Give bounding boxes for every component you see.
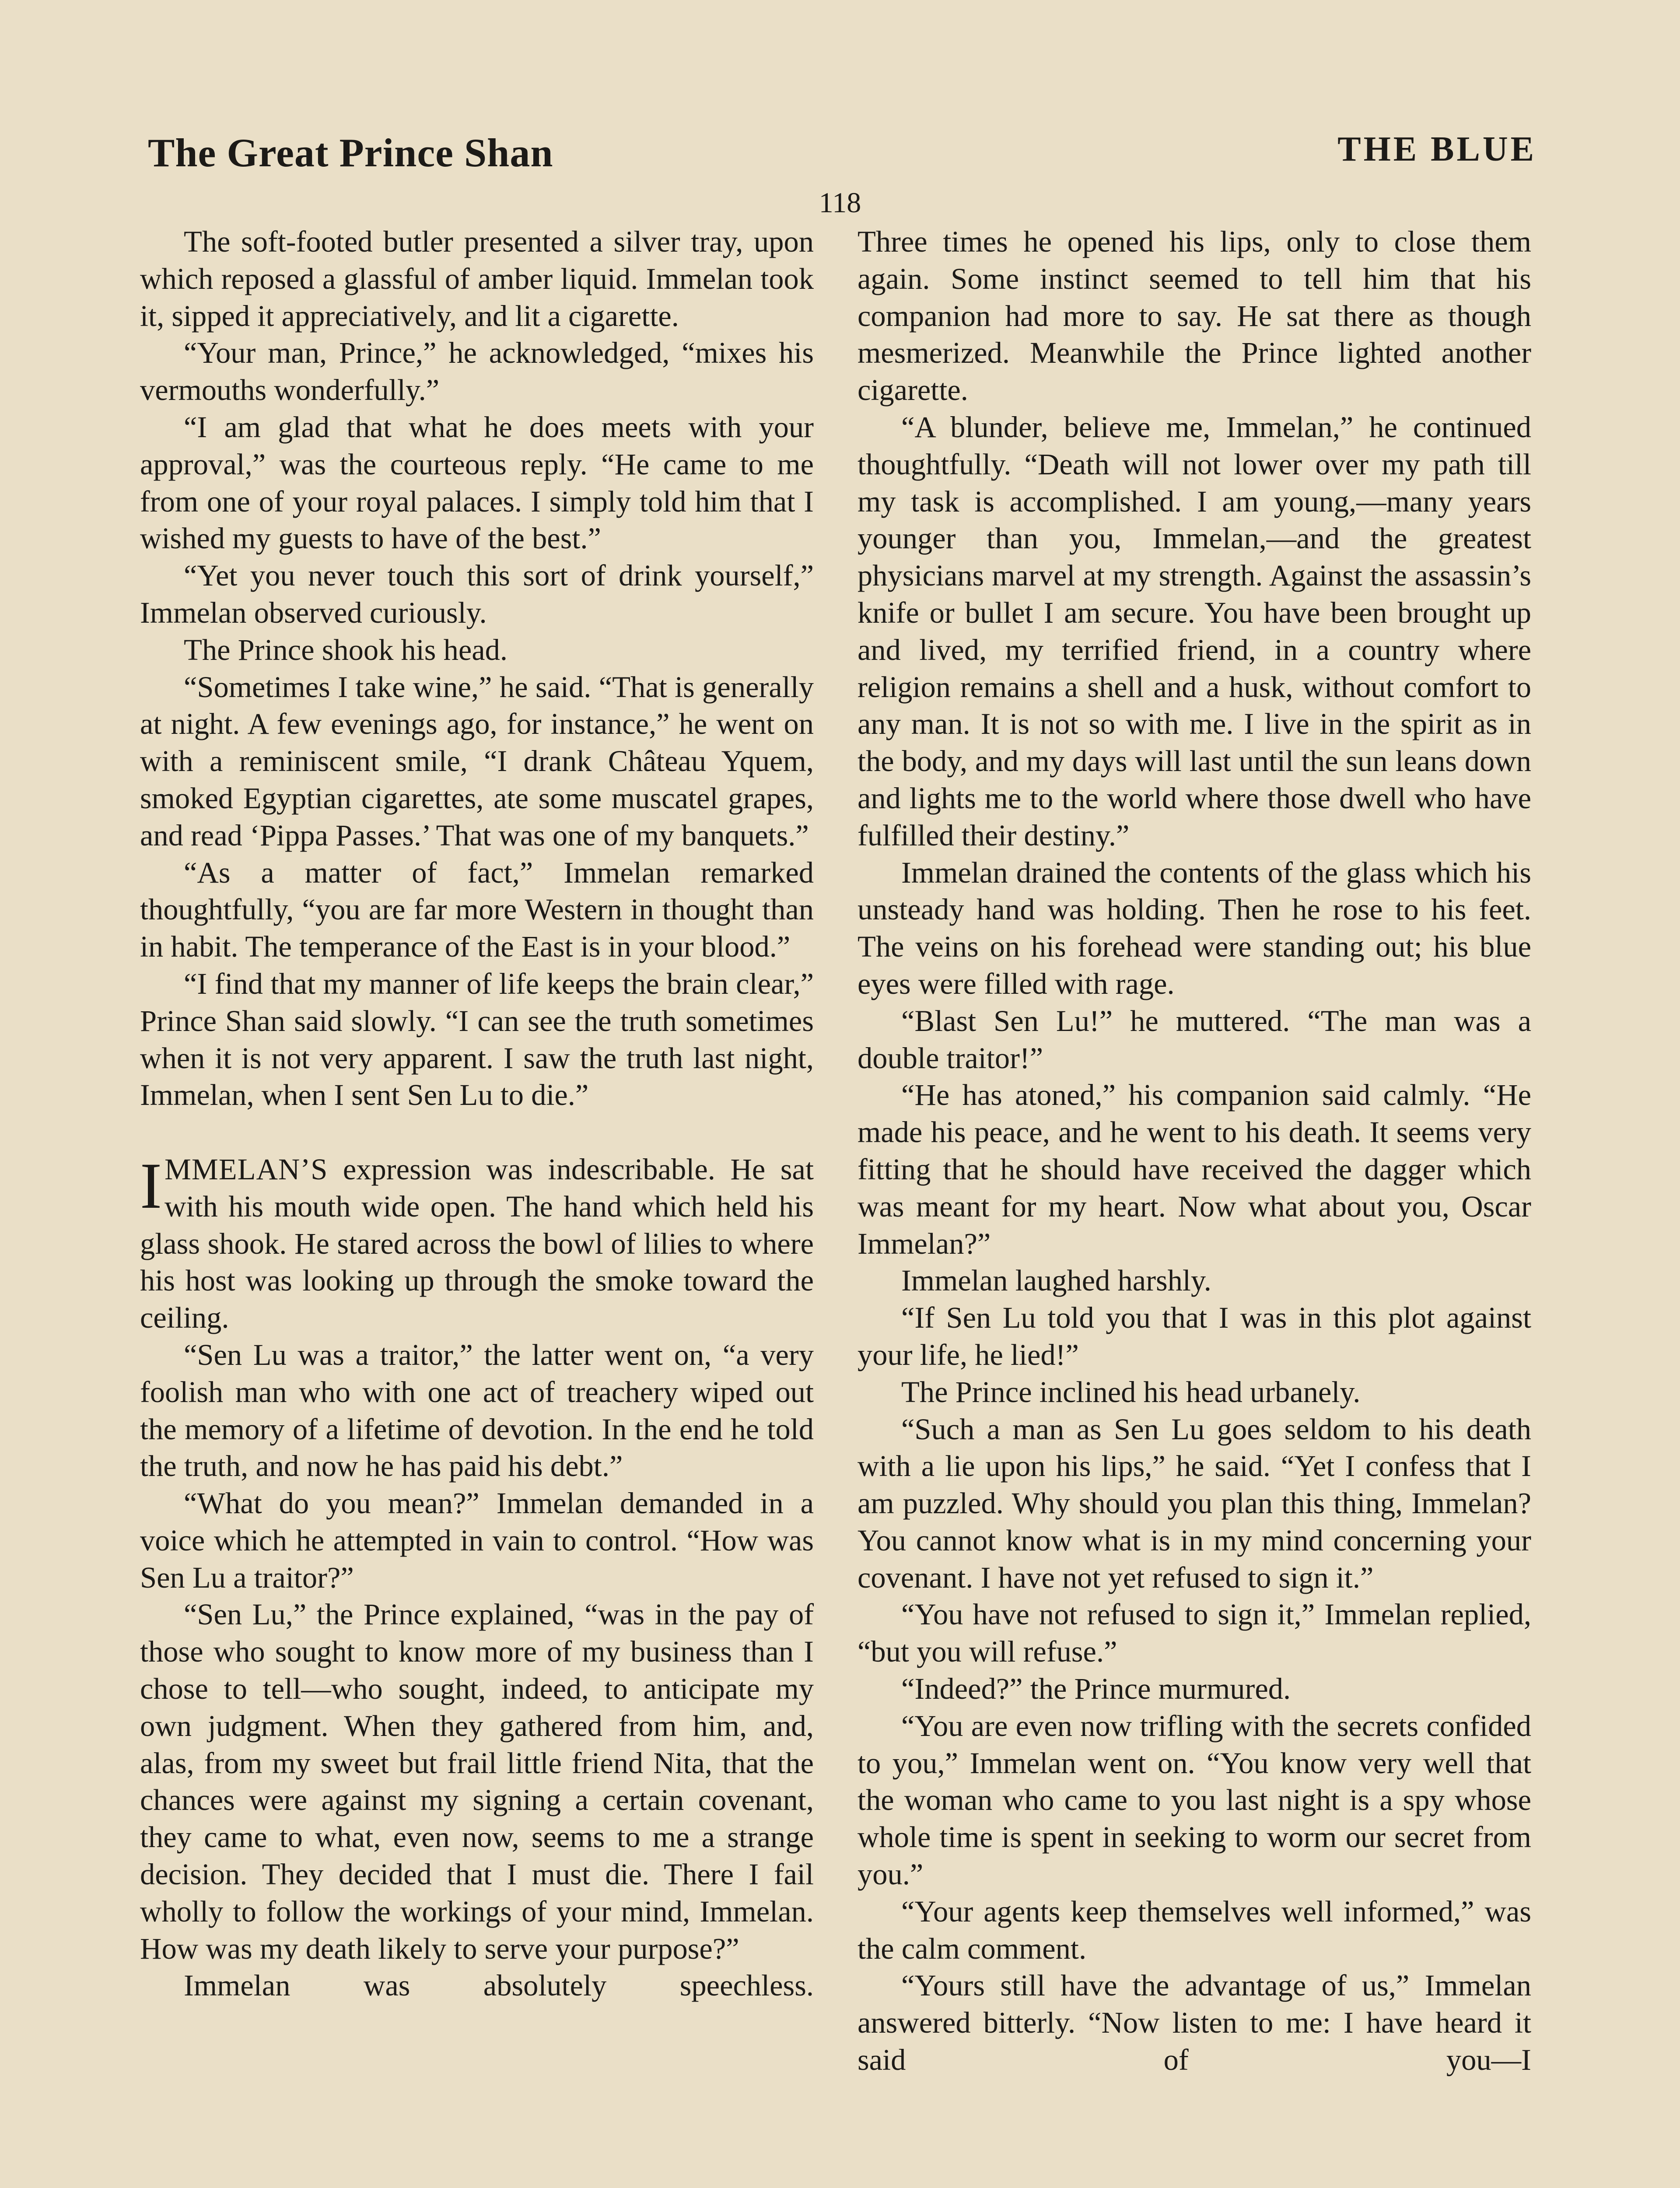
paragraph: Immelan was absolutely speechless. <box>184 1969 814 2002</box>
paragraph: “Yet you never touch this sort of drink yourself,” Immelan observed curiously. <box>140 559 814 629</box>
paragraph: The Prince inclined his head urbanely. <box>901 1375 1361 1409</box>
paragraph: Three times he opened his lips, only to close them again. Some instinct seemed to tell him that his companion had more to say. He sat there as though mesmerized. Meanwhile the Prince lighted another cigarette. <box>858 225 1531 407</box>
paragraph: Immelan drained the contents of the glass which his unsteady hand was holding. Then he rose to his feet. The veins on his forehead were standing out; his blue eyes were filled with rage. <box>858 856 1531 1000</box>
paragraph: “Yours still have the advantage of us,” Immelan answered bitterly. “Now listen to me: I have heard it said of you—I <box>858 1969 1531 2077</box>
right-text-column <box>858 223 1531 2079</box>
paragraph: “He has atoned,” his companion said calmly. “He made his peace, and he went to his death. It seems very fitting that he should have received the dagger which was meant for my heart. Now what about you, Oscar Immelan?” <box>858 1078 1531 1260</box>
paragraph-text: expression was indescribable. He sat with his mouth wide open. The hand which held his glass shook. He stared across the bowl of lilies to where his host was looking up through the smoke toward the ceiling. <box>140 1152 814 1335</box>
paragraph: “Such a man as Sen Lu goes seldom to his death with a lie upon his lips,” he said. “Yet I confess that I am puzzled. Why should you plan this thing, Immelan? You cannot know what is in my mind concerning your covenant. I have not yet refused to sign it.” <box>858 1412 1531 1594</box>
paragraph: Immelan laughed harshly. <box>901 1264 1211 1297</box>
paragraph: “Your agents keep themselves well informed,” was the calm comment. <box>858 1894 1531 1965</box>
paragraph: “I find that my manner of life keeps the brain clear,” Prince Shan said slowly. “I can see the truth sometimes when it is not very apparent. I saw the truth last night, Immelan, when I sent Sen Lu to die.” <box>140 967 814 1112</box>
paragraph: “Blast Sen Lu!” he muttered. “The man was a double traitor!” <box>858 1004 1531 1075</box>
section-opening-paragraph <box>140 1151 814 1336</box>
paragraph: “I am glad that what he does meets with your approval,” was the courteous reply. “He came to me from one of your royal palaces. I simply told him that I wished my guests to have of the best.” <box>140 410 814 555</box>
story-title: The Great Prince Shan <box>148 130 553 175</box>
small-caps-lead: MMELAN’S <box>164 1152 328 1186</box>
paragraph: The Prince shook his head. <box>184 633 508 666</box>
paragraph: “A blunder, believe me, Immelan,” he continued thoughtfully. “Death will not lower over my path till my task is accomplished. I am young,—many years younger than you, Immelan,—and the greatest physicians marvel at my strength. Against the assassin’s knife or bullet I am secure. You have been brought up and lived, my terrified friend, in a country where religion remains a shell and a husk, without comfort to any man. It is not so with me. I live in the spirit as in the body, and my days will last until the sun leans down and lights me to the world where those dwell who have fulfilled their destiny.” <box>858 410 1531 852</box>
drop-cap: I <box>140 1149 162 1222</box>
paragraph: “Sometimes I take wine,” he said. “That is generally at night. A few evenings ago, for instance,” he went on with a reminiscent smile, “I drank Château Yquem, smoked Egyptian cigarettes, ate some muscatel grapes, and read ‘Pippa Passes.’ That was one of my banquets.” <box>140 670 814 852</box>
paragraph: “Sen Lu,” the Prince explained, “was in the pay of those who sought to know more of my business than I chose to tell—who sought, indeed, to anticipate my own judgment. When they gathered from him, and, alas, from my sweet but frail little friend Nita, that the chances were against my signing a certain covenant, they came to what, even now, seems to me a strange decision. They decided that I must die. There I fail wholly to follow the workings of your mind, Immelan. How was my death likely to serve your purpose?” <box>140 1598 814 1965</box>
paragraph: The soft-footed butler presented a silver tray, upon which reposed a glassful of amber liquid. Immelan took it, sipped it appreciatively, and lit a cigarette. <box>140 225 814 333</box>
magazine-name: THE BLUE <box>1337 130 1536 168</box>
paragraph: “You are even now trifling with the secrets confided to you,” Immelan went on. “You know very well that the woman who came to you last night is a spy whose whole time is spent in seeking to worm our secret from you.” <box>858 1709 1531 1891</box>
left-text-column <box>140 223 814 2004</box>
paragraph: “Sen Lu was a traitor,” the latter went on, “a very foolish man who with one act of treachery wiped out the memory of a lifetime of devotion. In the end he told the truth, and now he has paid his debt.” <box>140 1338 814 1483</box>
paragraph: “Your man, Prince,” he acknowledged, “mixes his vermouths wonderfully.” <box>140 336 814 407</box>
page-number: 118 <box>819 187 861 219</box>
paragraph: “You have not refused to sign it,” Immelan replied, “but you will refuse.” <box>858 1598 1531 1669</box>
paragraph: “If Sen Lu told you that I was in this plot against your life, he lied!” <box>858 1301 1531 1371</box>
paragraph: “What do you mean?” Immelan demanded in a voice which he attempted in vain to control. “How was Sen Lu a traitor?” <box>140 1487 814 1594</box>
paragraph: “Indeed?” the Prince murmured. <box>901 1672 1291 1706</box>
paragraph: “As a matter of fact,” Immelan remarked thoughtfully, “you are far more Western in thought than in habit. The temperance of the East is in your blood.” <box>140 856 814 964</box>
